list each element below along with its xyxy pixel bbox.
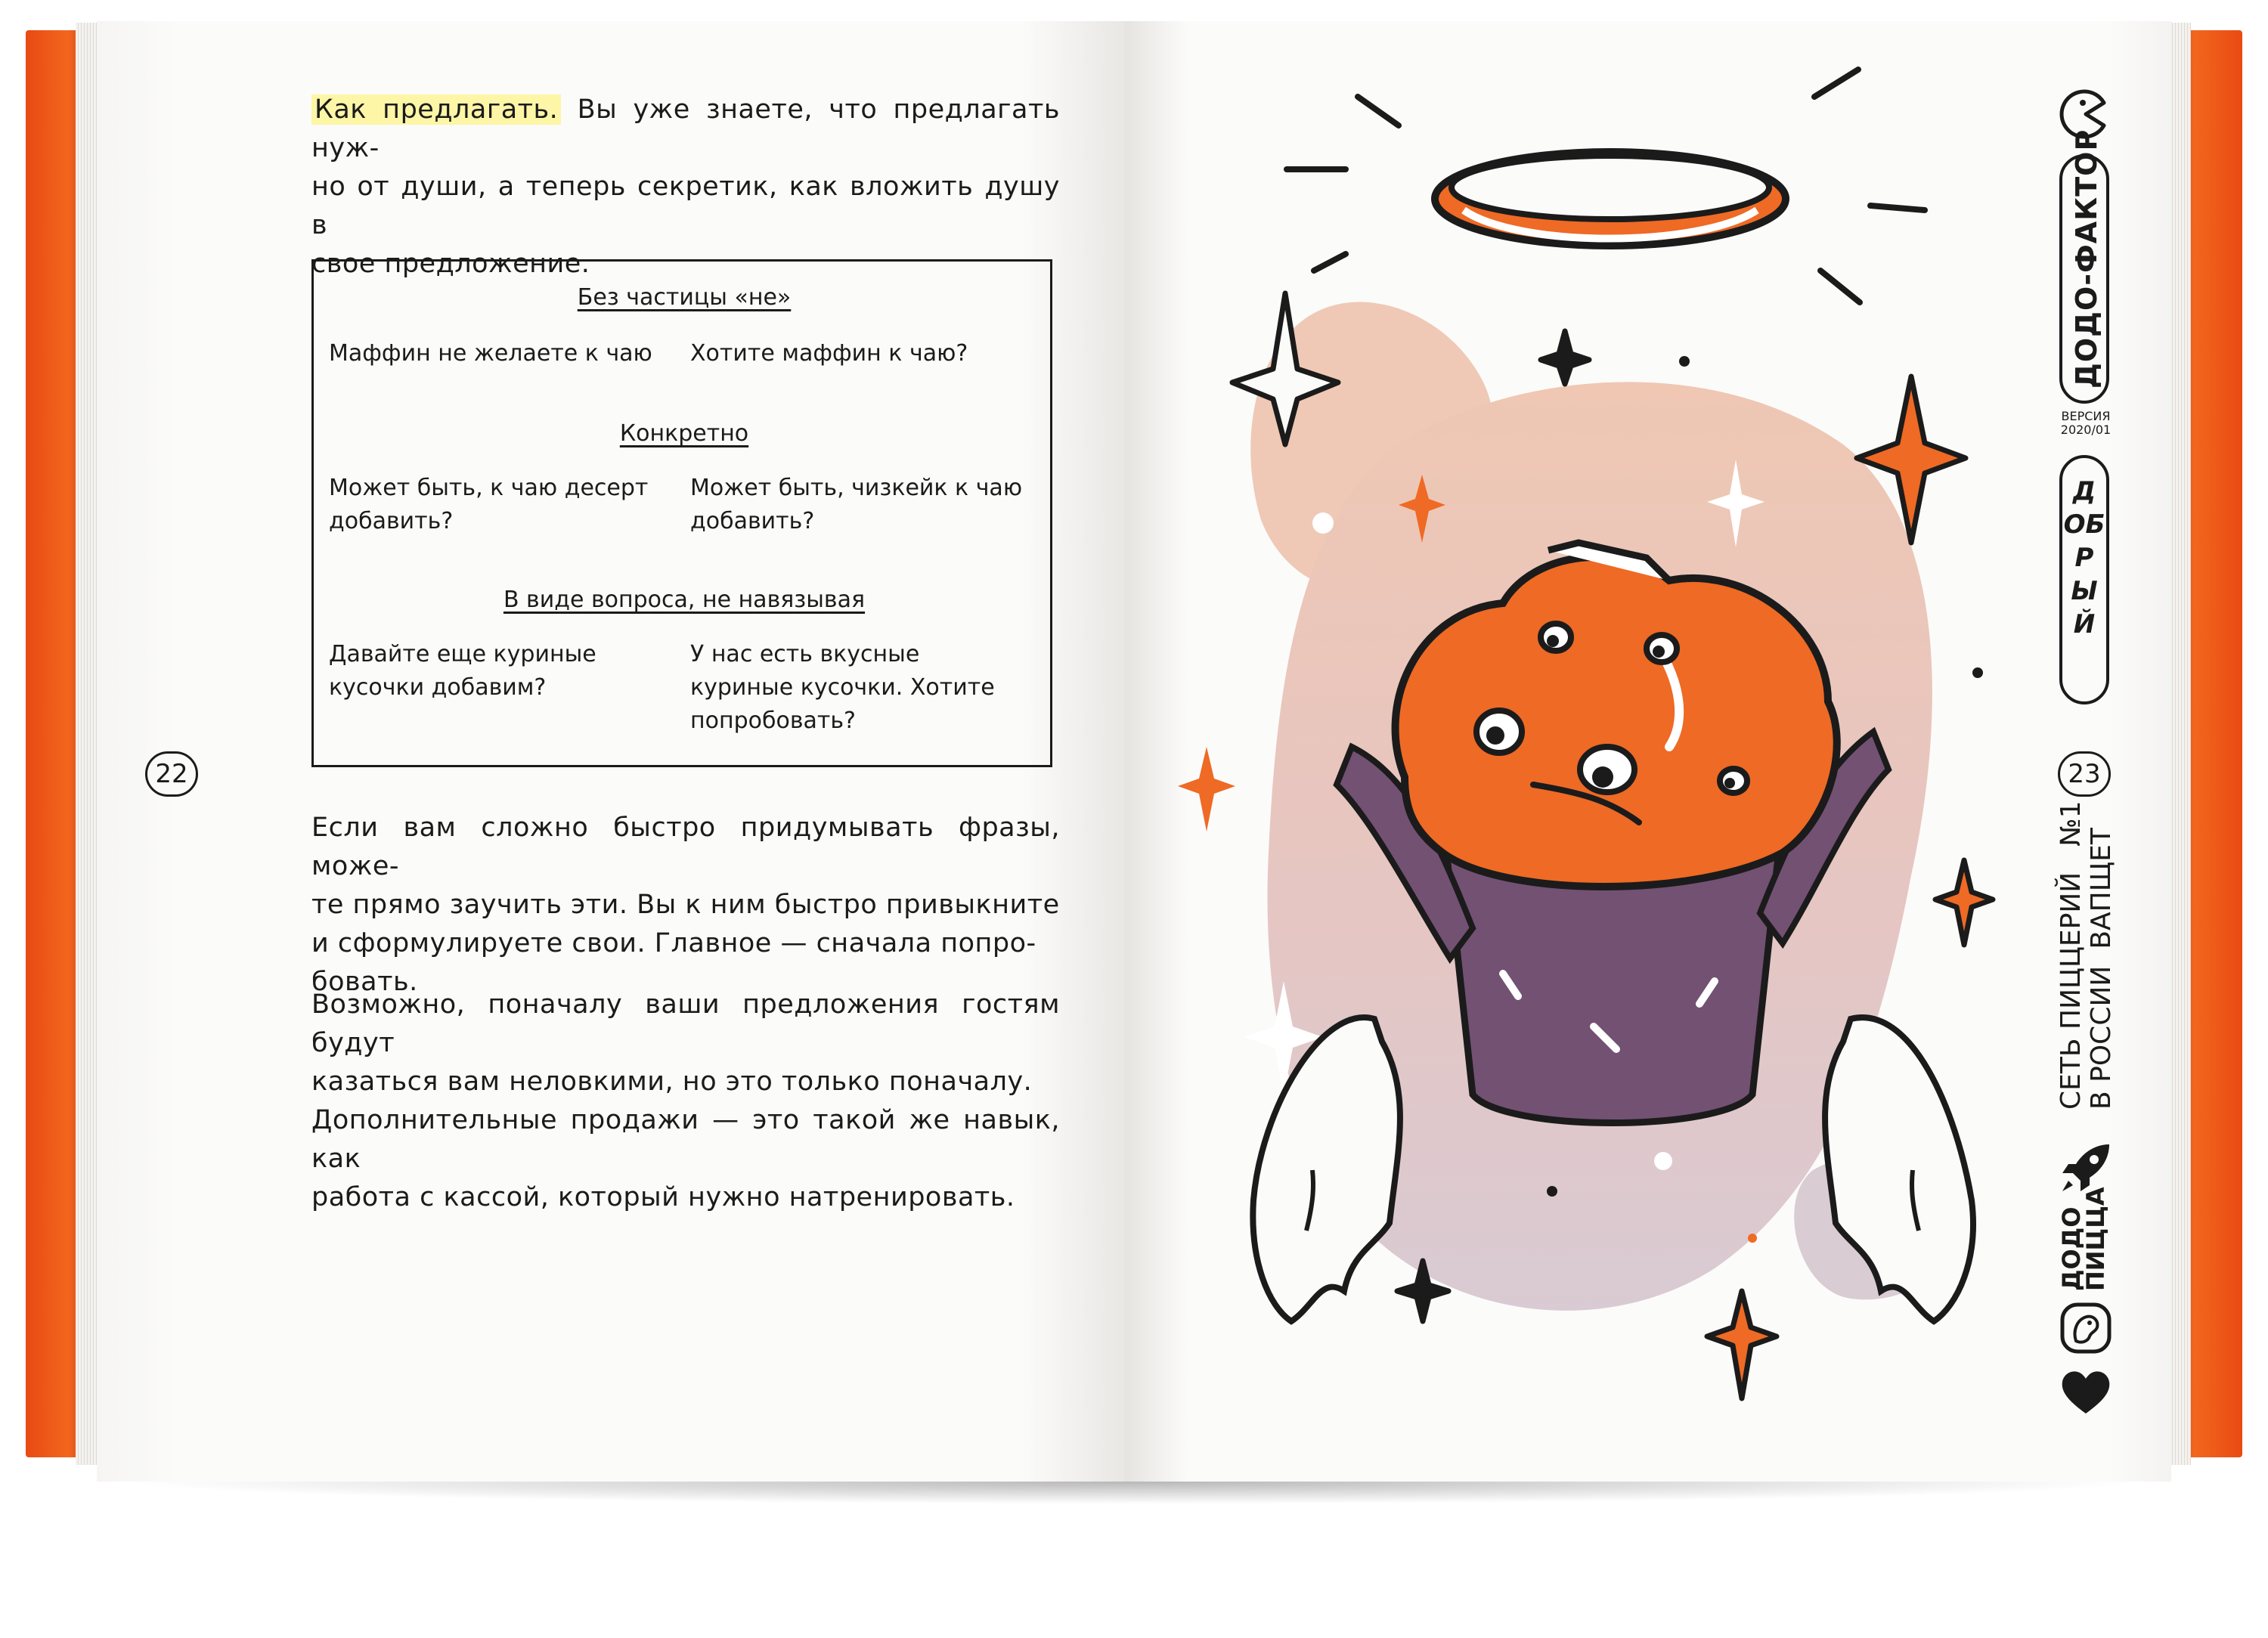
section-heading: Без частицы «не» bbox=[577, 284, 792, 311]
kind-badge-text: ДОБРЫЙ bbox=[2063, 476, 2105, 639]
section-heading: В виде вопроса, не навязывая bbox=[503, 587, 866, 613]
intro-highlight: Как предлагать. bbox=[311, 94, 561, 125]
intro-line3: свое предложение. bbox=[311, 249, 590, 279]
muffin-angel-illustration bbox=[1125, 21, 2171, 1482]
paragraph-practice: Возможно, поначалу ваши предложения гостям будут казаться вам неловкими, но это только поначалу. Дополнительные продажи — это такой же навык, как работа с кассой, который нужно натренировать. bbox=[311, 989, 1060, 1212]
brand-title-pill bbox=[2059, 129, 2109, 404]
section-heading: Конкретно bbox=[619, 420, 749, 447]
kind-badge bbox=[2059, 455, 2109, 704]
good-phrase: Может быть, чизкейк к чаю добавить? bbox=[690, 475, 1023, 534]
dodo-bird-icon bbox=[2059, 1302, 2112, 1355]
paragraph-memorize: Если вам сложно быстро придумывать фразы, може- те прямо заучить эти. Вы к ним быстро привыкните и сформулируете свои. Главное — сначала попро- бовать. bbox=[311, 813, 1060, 997]
intro-line2: но от души, а теперь секретик, как вложить душу в bbox=[311, 172, 1060, 240]
brand-title: ДОДО-ФАКТОР bbox=[2070, 129, 2103, 389]
right-page bbox=[1125, 21, 2171, 1482]
phrases-table bbox=[311, 259, 1052, 767]
bad-phrase: Маффин не желаете к чаю bbox=[329, 340, 652, 367]
left-page bbox=[97, 21, 1125, 1482]
page-number-left: 22 bbox=[145, 751, 198, 797]
good-phrase: У нас есть вкусные куриные кусочки. Хотите попробовать? bbox=[690, 641, 995, 734]
heart-icon bbox=[2059, 1368, 2112, 1417]
slogan: СЕТЬ ПИЦЦЕРИЙ№1 В РОССИИВАПЩЕТ bbox=[2056, 800, 2117, 1110]
intro-line1-rest: Вы уже знаете, что предлагать нуж- bbox=[311, 94, 1060, 163]
page-number-right: 23 bbox=[2058, 751, 2111, 797]
bad-phrase: Давайте еще куриные кусочки добавим? bbox=[329, 641, 596, 701]
intro-paragraph bbox=[311, 91, 1060, 283]
good-phrase: Хотите маффин к чаю? bbox=[690, 340, 968, 367]
dodo-pizza-logo: ДОДО ПИЦЦА bbox=[2057, 1187, 2110, 1291]
bad-phrase: Может быть, к чаю десерт добавить? bbox=[329, 475, 649, 534]
version-label: ВЕРСИЯ 2020/01 bbox=[2060, 409, 2112, 437]
